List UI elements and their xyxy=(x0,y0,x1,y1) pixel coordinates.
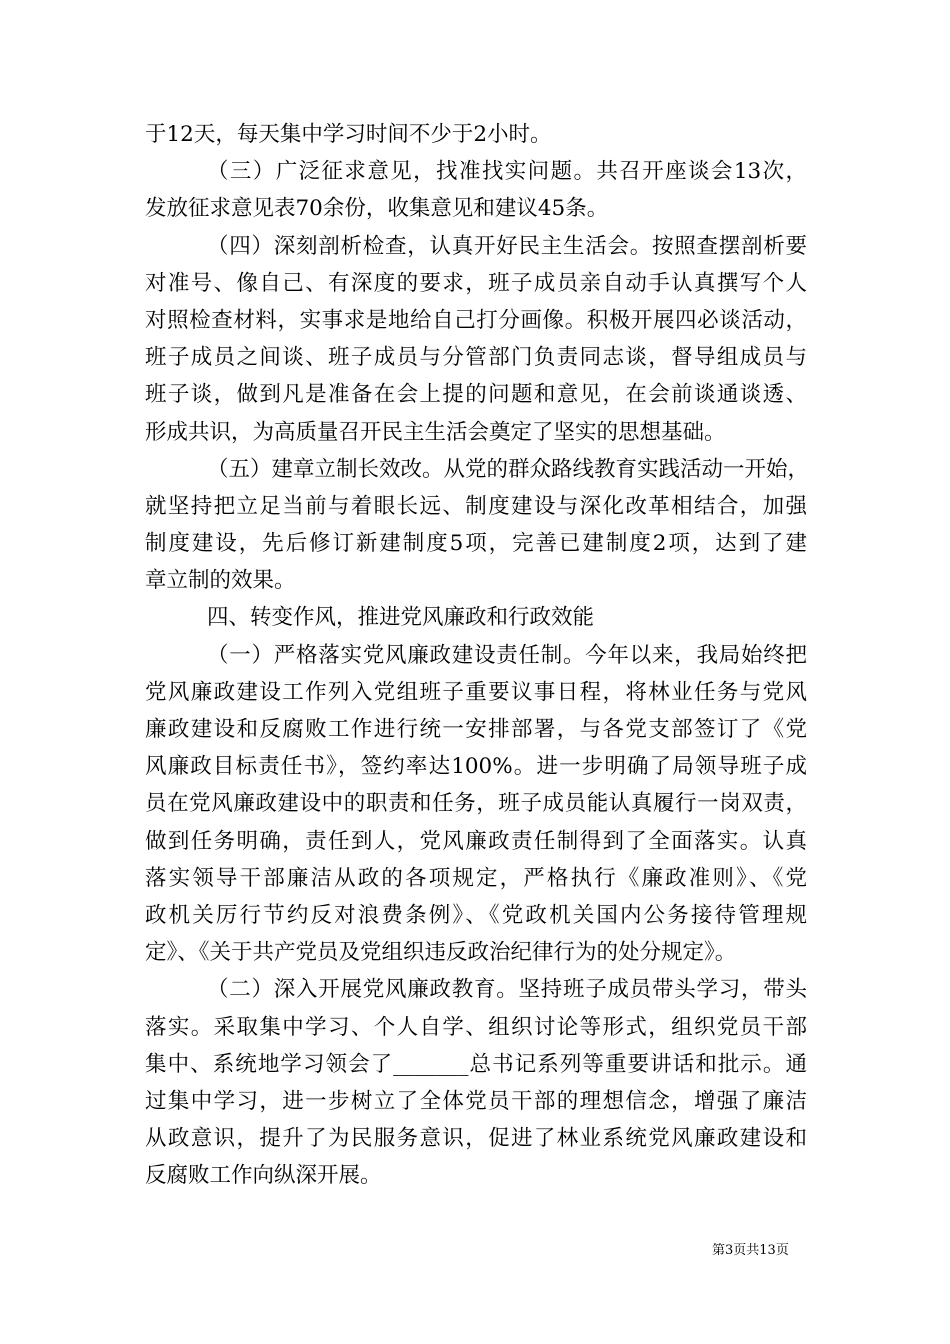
text-line: 落实领导干部廉洁从政的各项规定，严格执行《廉政准则》、《党 xyxy=(145,865,807,891)
document-body xyxy=(145,116,810,1194)
page-number: 第3页共13页 xyxy=(712,1243,789,1258)
text-line: 集中、系统地学习领会了_______总书记系列等重要讲话和批示。通 xyxy=(145,1051,807,1077)
text-line: 对照检查材料，实事求是地给自己打分画像。积极开展四必谈活动， xyxy=(145,307,807,333)
text-line: 廉政建设和反腐败工作进行统一安排部署，与各党支部签订了《党 xyxy=(145,717,807,742)
text-line: 就坚持把立足当前与着眼长远、制度建设与深化改革相结合，加强 xyxy=(145,493,807,519)
text-line: 做到任务明确，责任到人，党风廉政责任制得到了全面落实。认真 xyxy=(145,828,807,854)
text-line: 党风廉政建设工作列入党组班子重要议事日程，将林业任务与党风 xyxy=(145,679,807,705)
text-line: 发放征求意见表70余份，收集意见和建议45条。 xyxy=(145,196,609,222)
text-line: 章立制的效果。 xyxy=(145,568,296,594)
text-line: 形成共识，为高质量召开民主生活会奠定了坚实的思想基础。 xyxy=(145,419,726,445)
text-line: 员在党风廉政建设中的职责和任务，班子成员能认真履行一岗双责， xyxy=(145,791,807,817)
text-line: （一）严格落实党风廉政建设责任制。今年以来，我局始终把 xyxy=(207,642,807,668)
text-line: 从政意识，提升了为民服务意识，促进了林业系统党风廉政建设和 xyxy=(145,1126,807,1152)
text-line: 风廉政目标责任书》，签约率达100%。进一步明确了局领导班子成 xyxy=(145,754,807,780)
text-line: 过集中学习，进一步树立了全体党员干部的理想信念，增强了廉洁 xyxy=(145,1088,807,1114)
text-line: （二）深入开展党风廉政教育。坚持班子成员带头学习，带头 xyxy=(207,977,807,1003)
section-heading: 四、转变作风，推进党风廉政和行政效能 xyxy=(207,605,595,631)
text-line: 反腐败工作向纵深开展。 xyxy=(145,1163,382,1189)
text-line: （五）建章立制长效改。从党的群众路线教育实践活动一开始， xyxy=(207,456,810,482)
text-line: 制度建设，先后修订新建制度5项，完善已建制度2项，达到了建 xyxy=(145,531,807,557)
text-line: 于12天，每天集中学习时间不少于2小时。 xyxy=(145,122,552,147)
text-line: 对准号、像自己、有深度的要求，班子成员亲自动手认真撰写个人 xyxy=(145,270,807,296)
text-line: 定》、《关于共产党员及党组织违反政治纪律行为的处分规定》。 xyxy=(145,940,737,966)
text-line: 班子成员之间谈、班子成员与分管部门负责同志谈，督导组成员与 xyxy=(145,345,807,371)
text-line: 落实。采取集中学习、个人自学、组织讨论等形式，组织党员干部 xyxy=(145,1014,807,1040)
text-line: 政机关厉行节约反对浪费条例》、《党政机关国内公务接待管理规 xyxy=(145,902,807,928)
text-line: 班子谈，做到凡是准备在会上提的问题和意见，在会前谈通谈透、 xyxy=(145,382,807,408)
text-line: （三）广泛征求意见，找准找实问题。共召开座谈会13次， xyxy=(207,159,807,185)
text-line: （四）深刻剖析检查，认真开好民主生活会。按照查摆剖析要 xyxy=(207,233,807,259)
